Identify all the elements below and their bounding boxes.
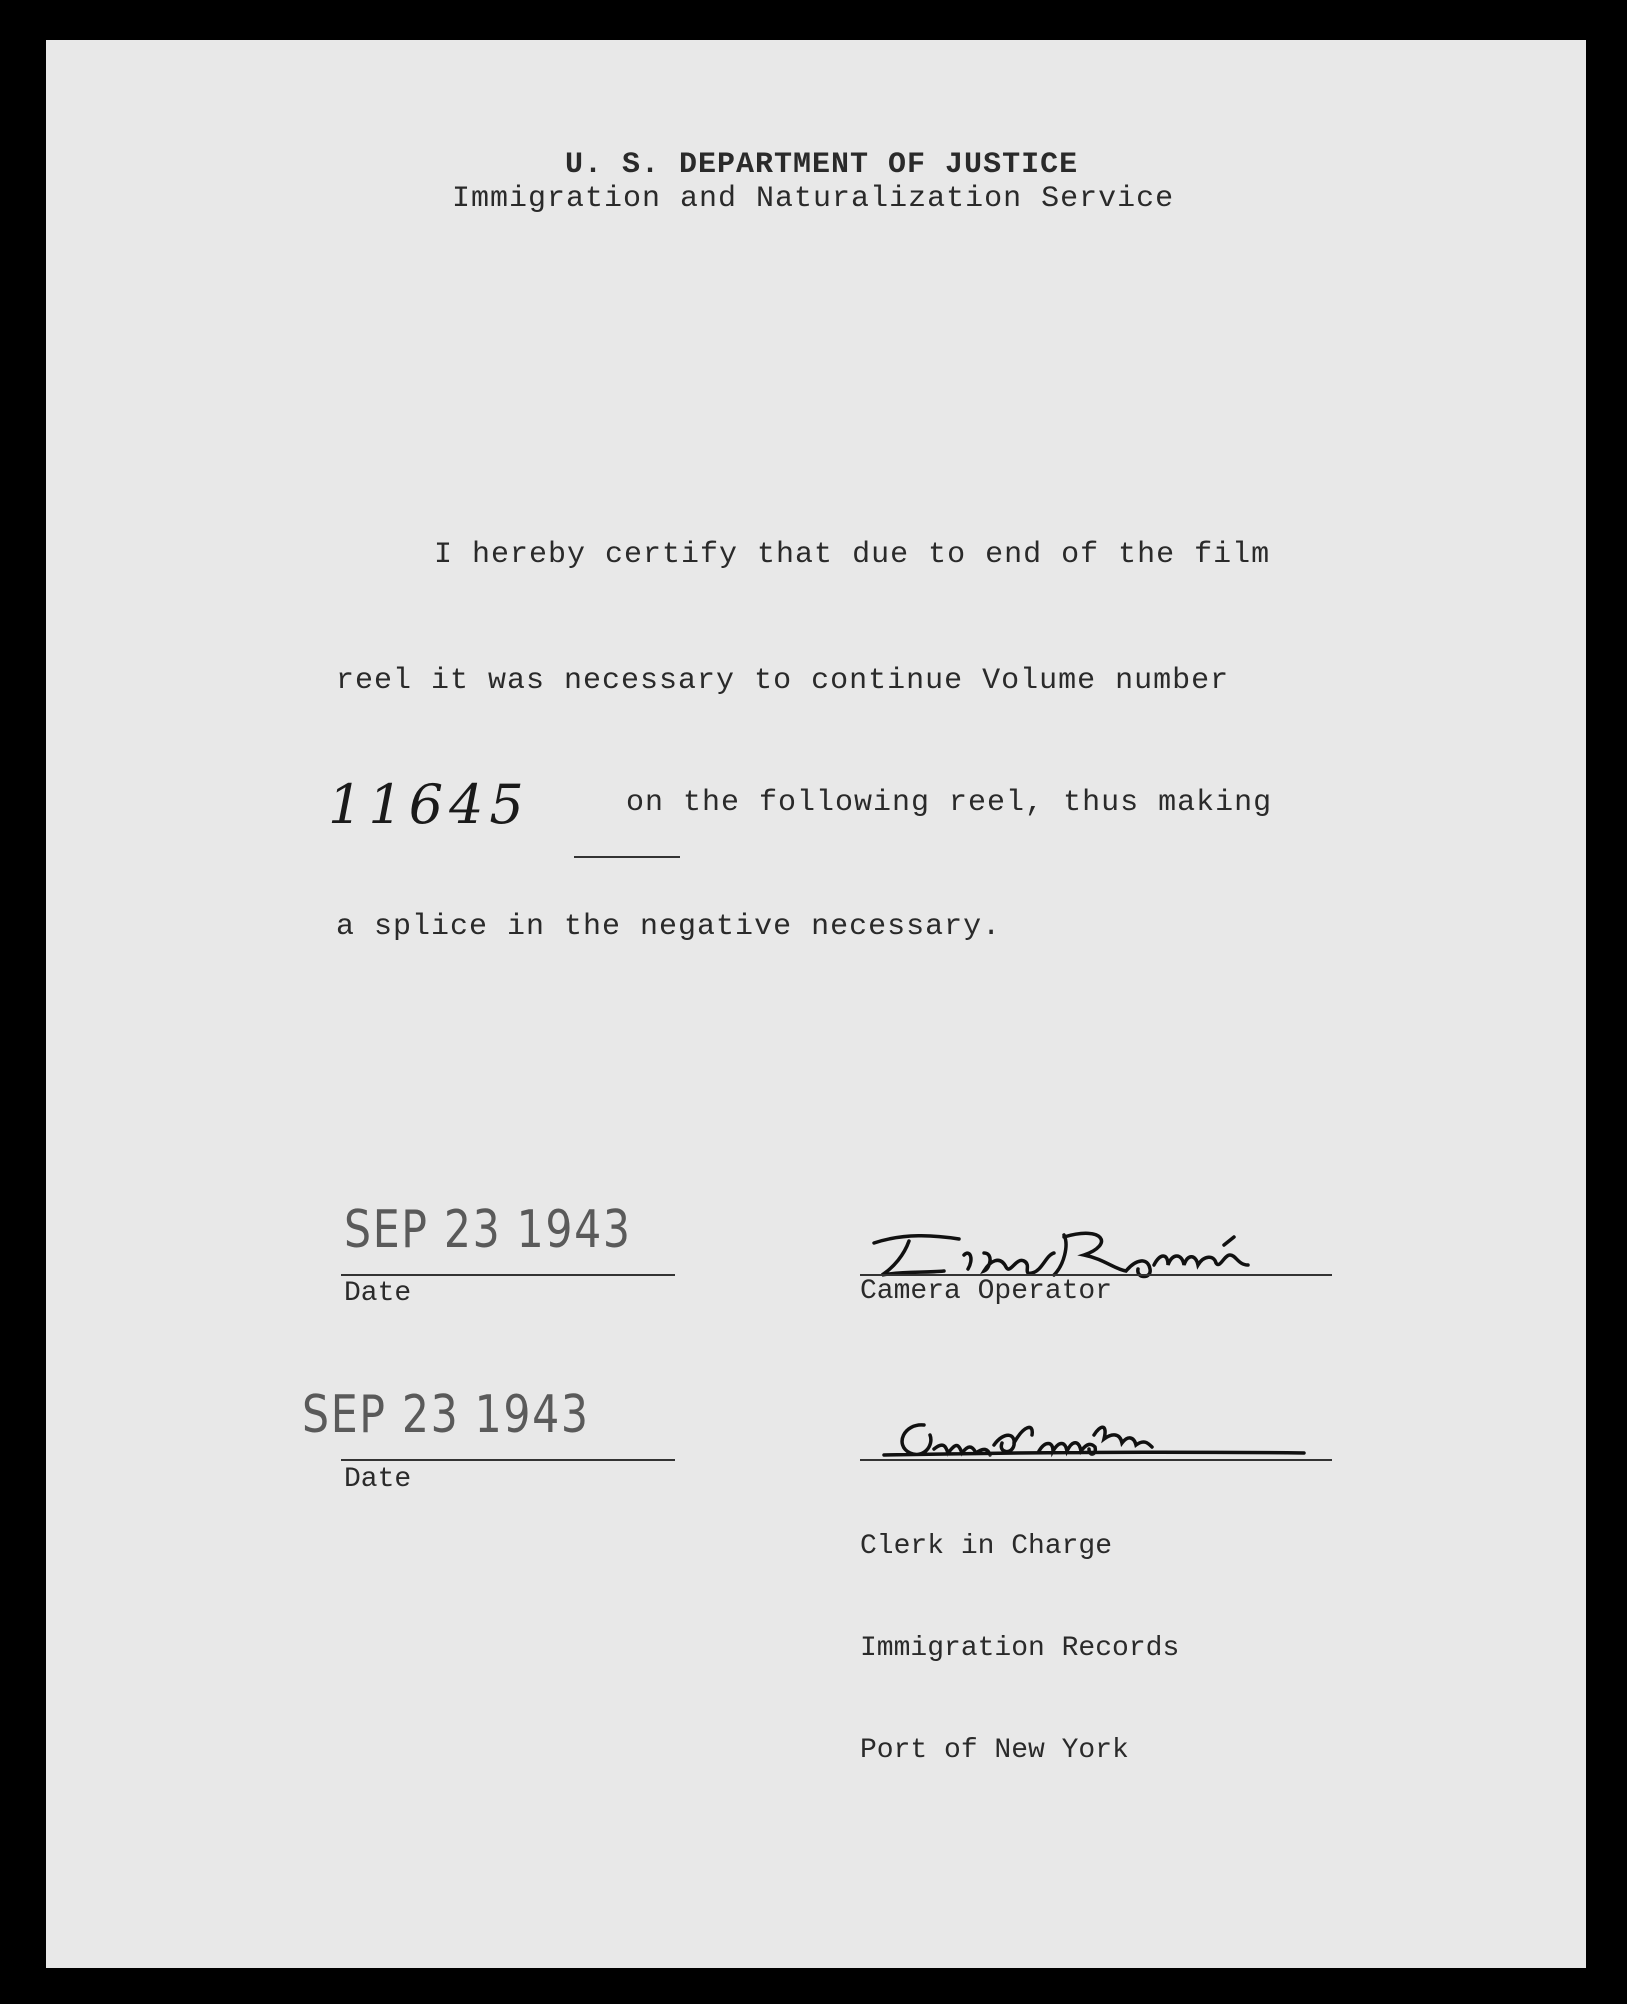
volume-number-handwritten: 11645: [328, 773, 530, 836]
camera-operator-label: Camera Operator: [860, 1276, 1113, 1307]
certification-line-4: a splice in the negative necessary.: [336, 910, 1002, 944]
date-line-1: [341, 1274, 675, 1276]
service-heading: Immigration and Naturalization Service: [452, 182, 1175, 216]
clerk-title-line-2: Immigration Records: [860, 1633, 1180, 1664]
clerk-line: [860, 1459, 1332, 1461]
date-line-2: [341, 1459, 675, 1461]
date-stamp-2: SEP 23 1943: [302, 1385, 590, 1445]
clerk-title-line-3: Port of New York: [860, 1735, 1129, 1766]
volume-number-underline: [574, 856, 680, 858]
document-page: [46, 40, 1586, 1968]
department-heading: U. S. DEPARTMENT OF JUSTICE: [565, 148, 1079, 182]
clerk-signature: [864, 1415, 1334, 1465]
clerk-title-block: [860, 1462, 1179, 1836]
date-stamp-1: SEP 23 1943: [344, 1200, 632, 1260]
certification-line-1: I hereby certify that due to end of the film: [434, 538, 1271, 572]
date-label-1: Date: [344, 1278, 412, 1309]
date-label-2: Date: [344, 1464, 412, 1495]
clerk-title-line-1: Clerk in Charge: [860, 1531, 1113, 1562]
certification-line-2: reel it was necessary to continue Volume number: [336, 664, 1230, 698]
certification-line-3: on the following reel, thus making: [626, 786, 1273, 820]
